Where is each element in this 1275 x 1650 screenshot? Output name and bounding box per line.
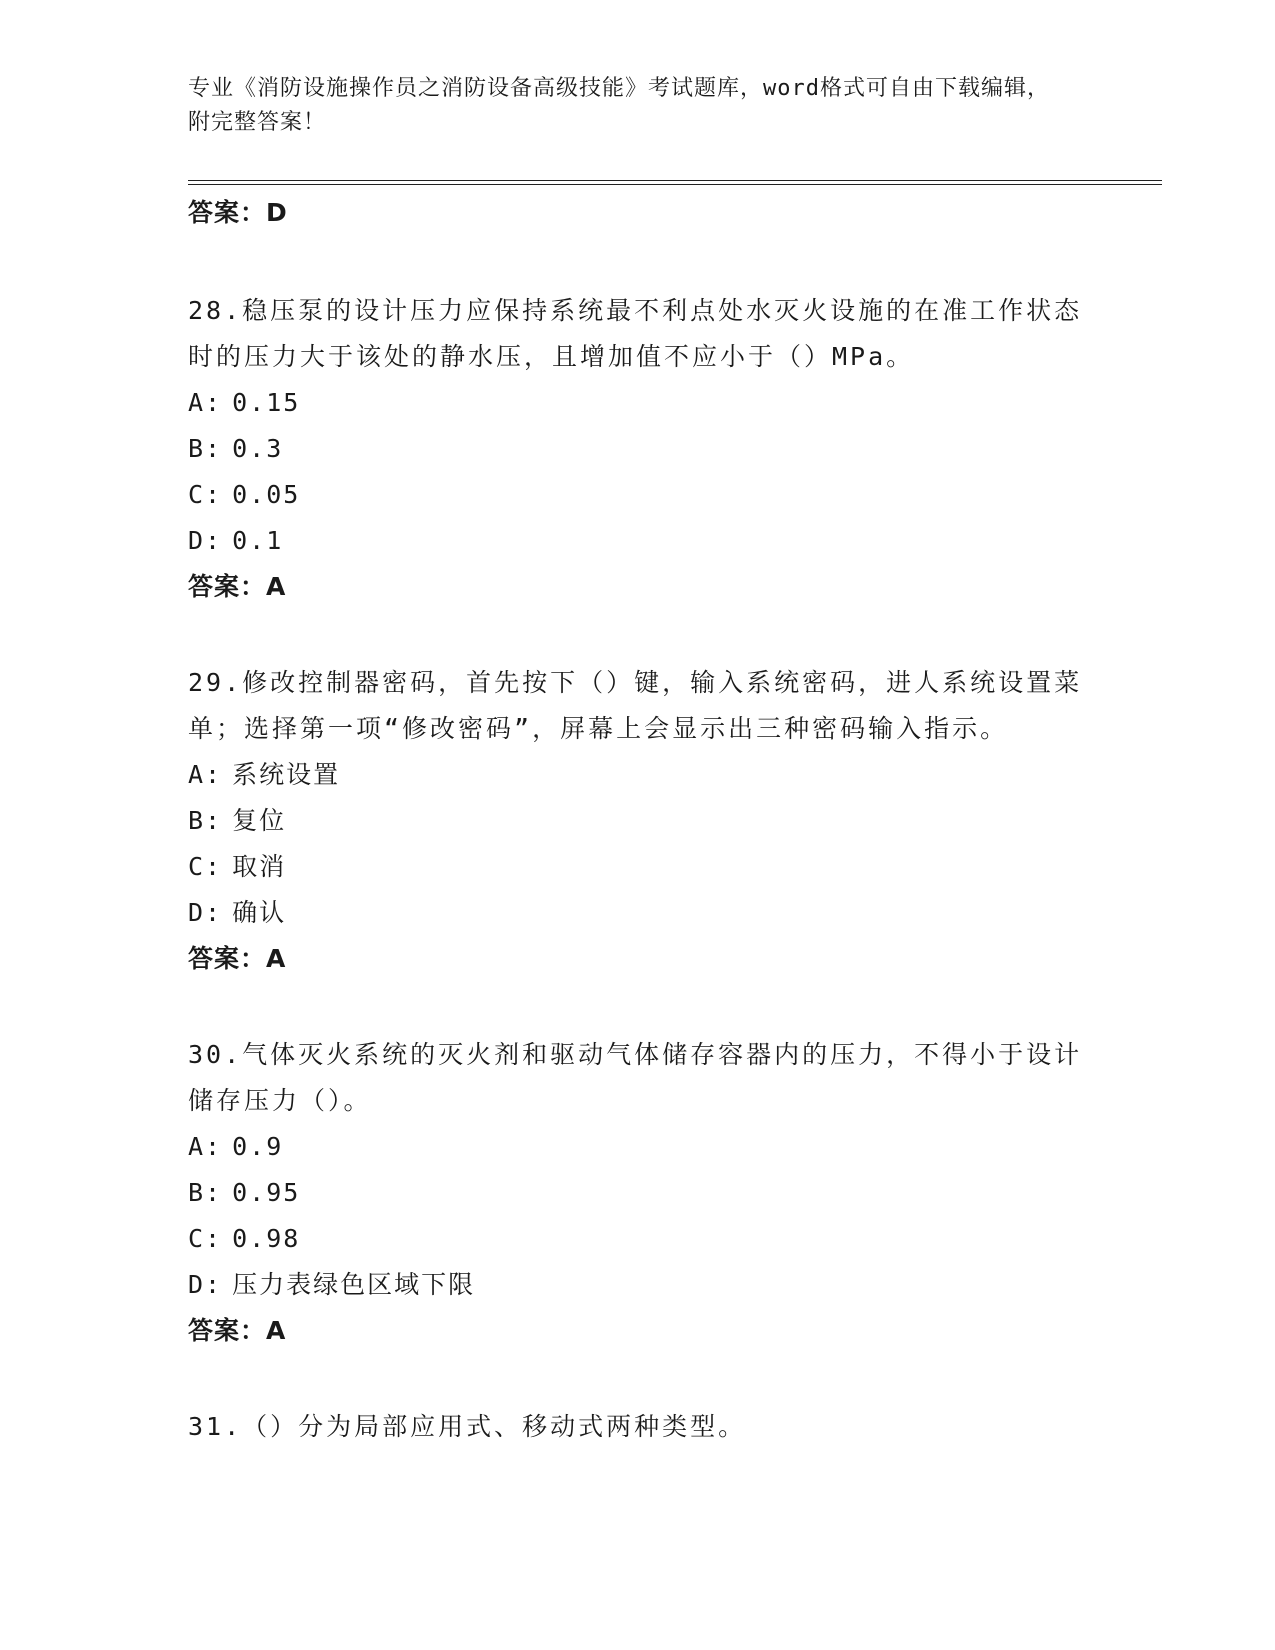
option-d [188,518,1088,564]
option-key: A: [188,388,223,417]
option-key: C: [188,1224,223,1253]
option-text: 0.3 [232,434,284,463]
option-text: 0.05 [232,480,301,509]
option-text: 0.1 [232,526,284,555]
answer-30: 答案：A [188,1316,287,1345]
option-b [188,1170,1088,1216]
header-divider-top [188,180,1162,181]
option-key: D: [188,1270,223,1299]
option-c [188,844,1088,890]
option-key: C: [188,480,223,509]
answer-28: 答案：A [188,572,287,601]
option-text: 0.95 [232,1178,301,1207]
option-text: 0.15 [232,388,301,417]
option-text: 复位 [232,806,287,835]
question-list [188,190,1088,1450]
option-text: 0.98 [232,1224,301,1253]
option-a [188,1124,1088,1170]
option-key: C: [188,852,223,881]
answer-29: 答案：A [188,944,287,973]
question-stem-28: 28.稳压泵的设计压力应保持系统最不利点处水灭火设施的在准工作状态时的压力大于该处的静水压，且增加值不应小于（）MPa。 [188,296,1083,371]
option-a [188,752,1088,798]
option-key: B: [188,1178,223,1207]
option-key: B: [188,806,223,835]
option-text: 0.9 [232,1132,284,1161]
option-d [188,1262,1088,1308]
option-text: 取消 [232,852,287,881]
option-b [188,426,1088,472]
option-key: A: [188,760,223,789]
header-divider-bottom [188,184,1162,185]
option-key: D: [188,898,223,927]
option-a [188,380,1088,426]
option-text: 系统设置 [232,760,341,789]
option-c [188,1216,1088,1262]
question-stem-29: 29.修改控制器密码，首先按下（）键，输入系统密码，进人系统设置菜单；选择第一项“修改密码”，屏幕上会显示出三种密码输入指示。 [188,668,1083,743]
option-key: A: [188,1132,223,1161]
option-b [188,798,1088,844]
question-stem-31: 31.（）分为局部应用式、移动式两种类型。 [188,1412,747,1441]
option-text: 压力表绿色区域下限 [232,1270,476,1299]
option-text: 确认 [232,898,287,927]
previous-answer: 答案：D [188,198,288,227]
question-stem-30: 30.气体灭火系统的灭火剂和驱动气体储存容器内的压力，不得小于设计储存压力（）。 [188,1040,1083,1115]
option-d [188,890,1088,936]
option-key: B: [188,434,223,463]
option-key: D: [188,526,223,555]
document-header: 专业《消防设施操作员之消防设备高级技能》考试题库，word格式可自由下载编辑，附完整答案！ [188,76,1050,135]
option-c [188,472,1088,518]
